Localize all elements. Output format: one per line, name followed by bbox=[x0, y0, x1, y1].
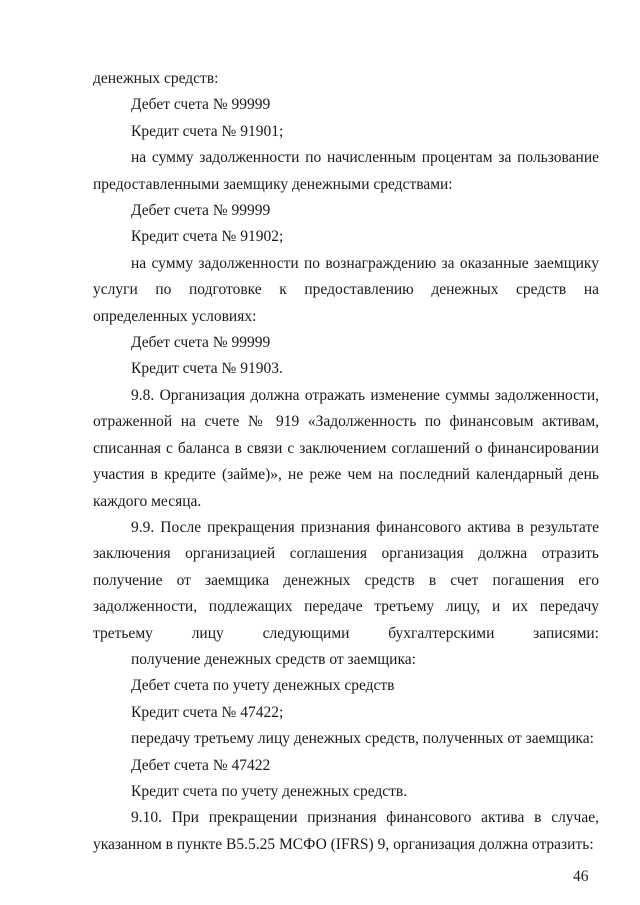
paragraph-credit-91901: Кредит счета № 91901; bbox=[131, 122, 284, 140]
paragraph-continuation: денежных средств: bbox=[93, 70, 219, 87]
paragraph-credit-91903: Кредит счета № 91903. bbox=[131, 360, 283, 378]
paragraph-credit-47422: Кредит счета № 47422; bbox=[131, 703, 284, 721]
paragraph-clause-9-9: 9.9. После прекращения признания финансового актива в результате заключения организацией соглашения организация должна отразить получение от заемщика денежных средств в счет погашения его задолженности, подлежащих передаче третьему лицу, и их передачу третьему лицу следующими бухгалтерскими записями: bbox=[93, 518, 599, 642]
paragraph-fee-debt: на сумму задолженности по вознаграждению за оказанные заемщику услуги по подготовке к предоставлению денежных средств на определенных условиях: bbox=[93, 254, 599, 325]
paragraph-debit-47422: Дебет счета № 47422 bbox=[131, 756, 271, 774]
paragraph-credit-cash-account: Кредит счета по учету денежных средств. bbox=[131, 782, 408, 800]
paragraph-interest-debt: на сумму задолженности по начисленным процентам за пользование предоставленными заемщику денежными средствами: bbox=[93, 149, 599, 193]
paragraph-debit-99999: Дебет счета № 99999 bbox=[131, 96, 271, 114]
paragraph-clause-9-8: 9.8. Организация должна отражать изменение суммы задолженности, отраженной на счете № 919 «Задолженность по финансовым активам, списанная с баланса в связи с заключением соглашений о финансировании участия в кредите (займе)», не реже чем на последний календарный день каждого месяца. bbox=[93, 386, 599, 510]
paragraph-credit-91902: Кредит счета № 91902; bbox=[131, 228, 284, 246]
document-body bbox=[93, 66, 599, 858]
paragraph-receipt-from-borrower: получение денежных средств от заемщика: bbox=[131, 650, 416, 668]
page-number: 46 bbox=[573, 868, 589, 885]
paragraph-debit-99999-2: Дебет счета № 99999 bbox=[131, 202, 271, 220]
paragraph-transfer-to-third-party: передачу третьему лицу денежных средств, полученных от заемщика: bbox=[131, 730, 594, 748]
paragraph-clause-9-10: 9.10. При прекращении признания финансового актива в случае, указанном в пункте В5.5.25 МСФО (IFRS) 9, организация должна отразить: bbox=[93, 809, 599, 853]
paragraph-debit-cash-account: Дебет счета по учету денежных средств bbox=[131, 677, 395, 695]
paragraph-debit-99999-3: Дебет счета № 99999 bbox=[131, 334, 271, 352]
